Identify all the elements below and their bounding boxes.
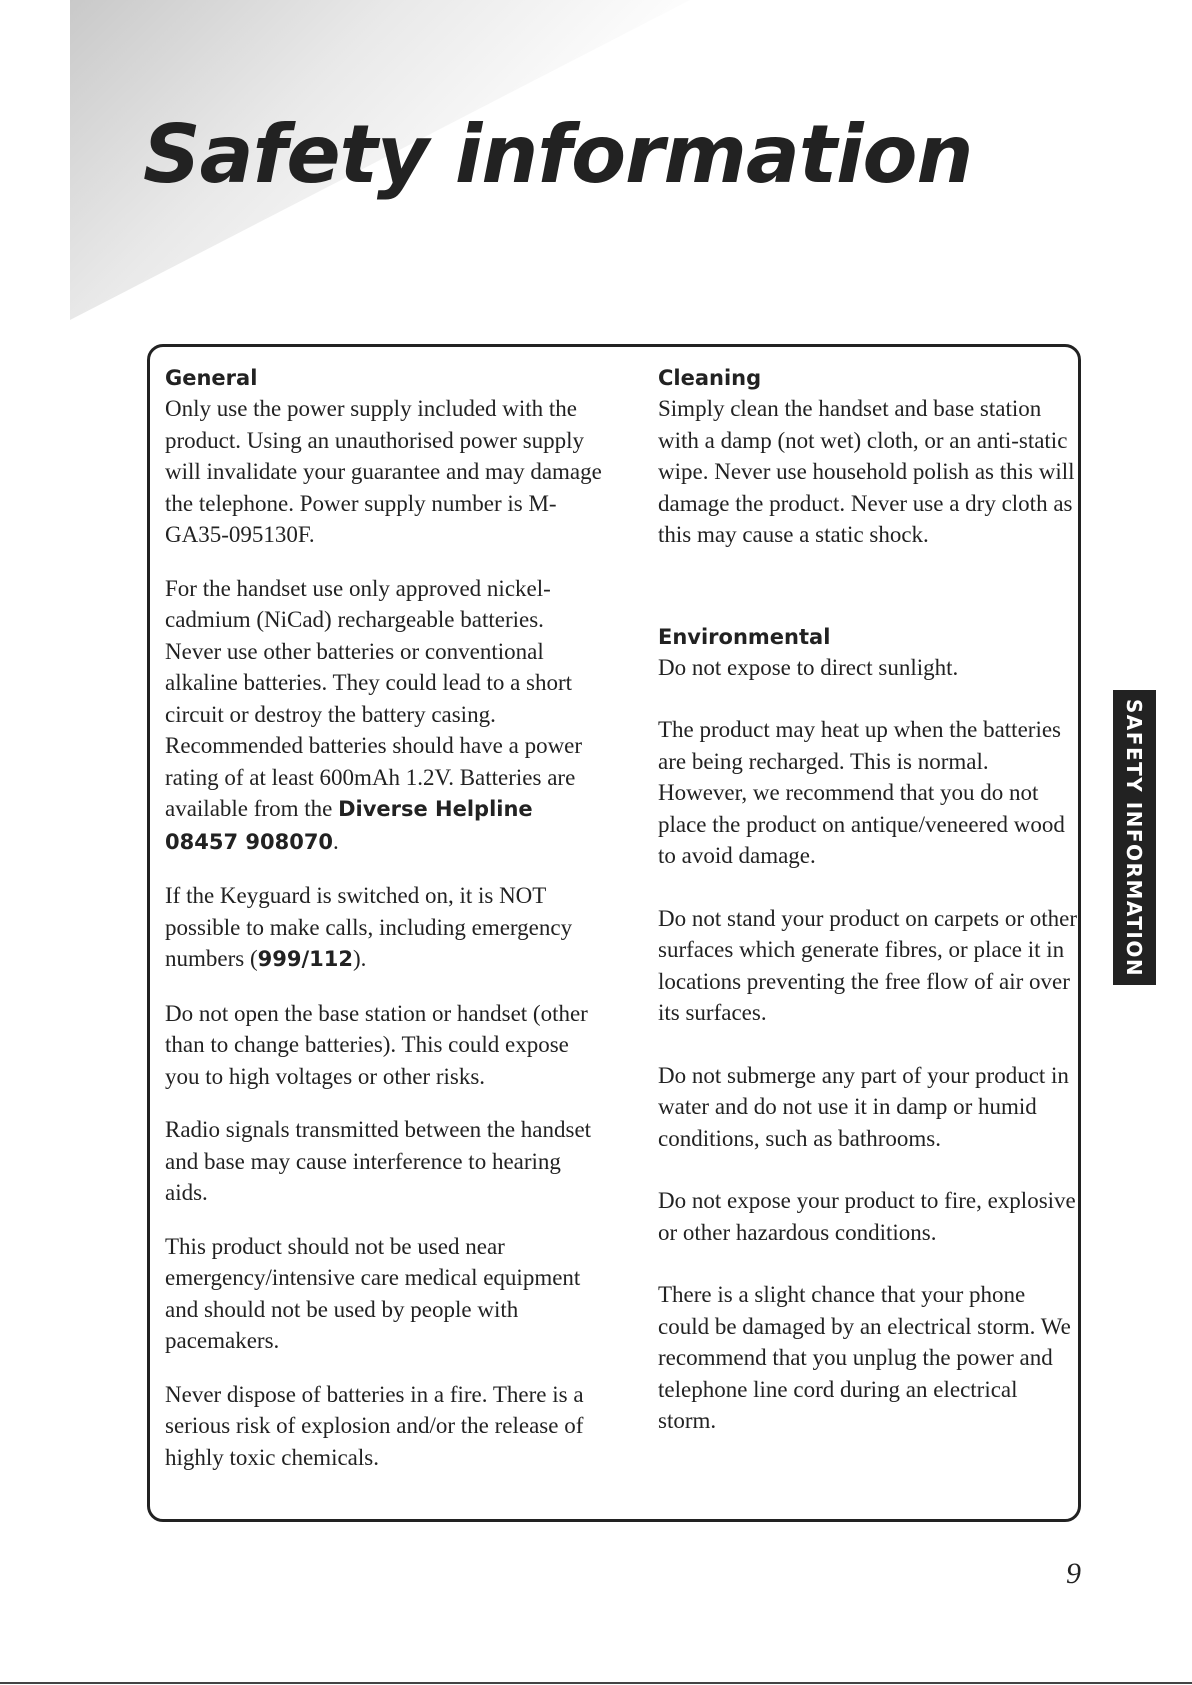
batteries-text: For the handset use only approved nickel-cadmium (NiCad) rechargeable batteries. Never use other batteries or conventional alkaline batteries. They could lead to a short circuit or destroy the battery casing. Recommended batteries should have a power rating of at least 600mAh 1.2V. Batteries are available from the xyxy=(165,575,583,821)
battery-disposal-paragraph: Never dispose of batteries in a fire. There is a serious risk of explosion and/or the release of highly toxic chemicals. xyxy=(165,1381,584,1470)
fire-paragraph: Do not expose your product to fire, explosive or other hazardous conditions. xyxy=(658,1188,1076,1245)
safety-content-box xyxy=(147,344,1081,1522)
keyguard-text: If the Keyguard is switched on, it is NOT possible to make calls, including emergency numbers ( xyxy=(165,883,573,971)
side-tab-label: SAFETY INFORMATION xyxy=(1122,698,1147,977)
bottom-divider xyxy=(0,1682,1192,1684)
do-not-open-paragraph: Do not open the base station or handset (other than to change batteries). This could expose you to high voltages or other risks. xyxy=(165,1000,588,1089)
keyguard-end: ). xyxy=(352,946,367,971)
page-number: 9 xyxy=(1066,1557,1081,1590)
heat-paragraph: The product may heat up when the batteries are being recharged. This is normal. However, we recommend that you do not place the product on antique/veneered wood to avoid damage. xyxy=(658,717,1065,868)
cleaning-heading: Cleaning xyxy=(658,366,762,390)
section-spacer xyxy=(658,582,1078,622)
sunlight-paragraph: Do not expose to direct sunlight. xyxy=(658,654,959,680)
carpets-paragraph: Do not stand your product on carpets or other surfaces which generate fibres, or place it in locations preventing the free flow of air over its surfaces. xyxy=(658,905,1078,1025)
keyguard-paragraph xyxy=(165,880,605,976)
cleaning-paragraph: Simply clean the handset and base station with a damp (not wet) cloth, or an anti-static wipe. Never use household polish as this will damage the product. Never use a dry cloth as this may cause a static shock. xyxy=(658,396,1075,547)
right-column xyxy=(658,363,1078,1468)
medical-equipment-paragraph: This product should not be used near emergency/intensive care medical equipment and should not be used by people with pacemakers. xyxy=(165,1233,581,1353)
submerge-paragraph: Do not submerge any part of your product in water and do not use it in damp or humid conditions, such as bathrooms. xyxy=(658,1062,1069,1151)
power-supply-paragraph: Only use the power supply included with the product. Using an unauthorised power supply will invalidate your guarantee and may damage the telephone. Power supply number is M-GA35-095130F. xyxy=(165,396,602,547)
helpline-number: Diverse Helpline 08457 908070 xyxy=(165,797,533,854)
left-column xyxy=(165,363,605,1495)
radio-signals-paragraph: Radio signals transmitted between the handset and base may cause interference to hearing aids. xyxy=(165,1117,592,1205)
batteries-end: . xyxy=(333,828,339,854)
side-section-tab xyxy=(1113,690,1156,985)
environmental-heading: Environmental xyxy=(658,624,831,649)
electrical-storm-paragraph: There is a slight chance that your phone could be damaged by an electrical storm. We recommend that you unplug the power and telephone line cord during an electrical storm. xyxy=(658,1282,1071,1433)
batteries-paragraph xyxy=(165,573,605,859)
page-title: Safety information xyxy=(143,108,973,201)
general-heading: General xyxy=(165,366,258,390)
emergency-numbers: 999/112 xyxy=(257,947,353,971)
